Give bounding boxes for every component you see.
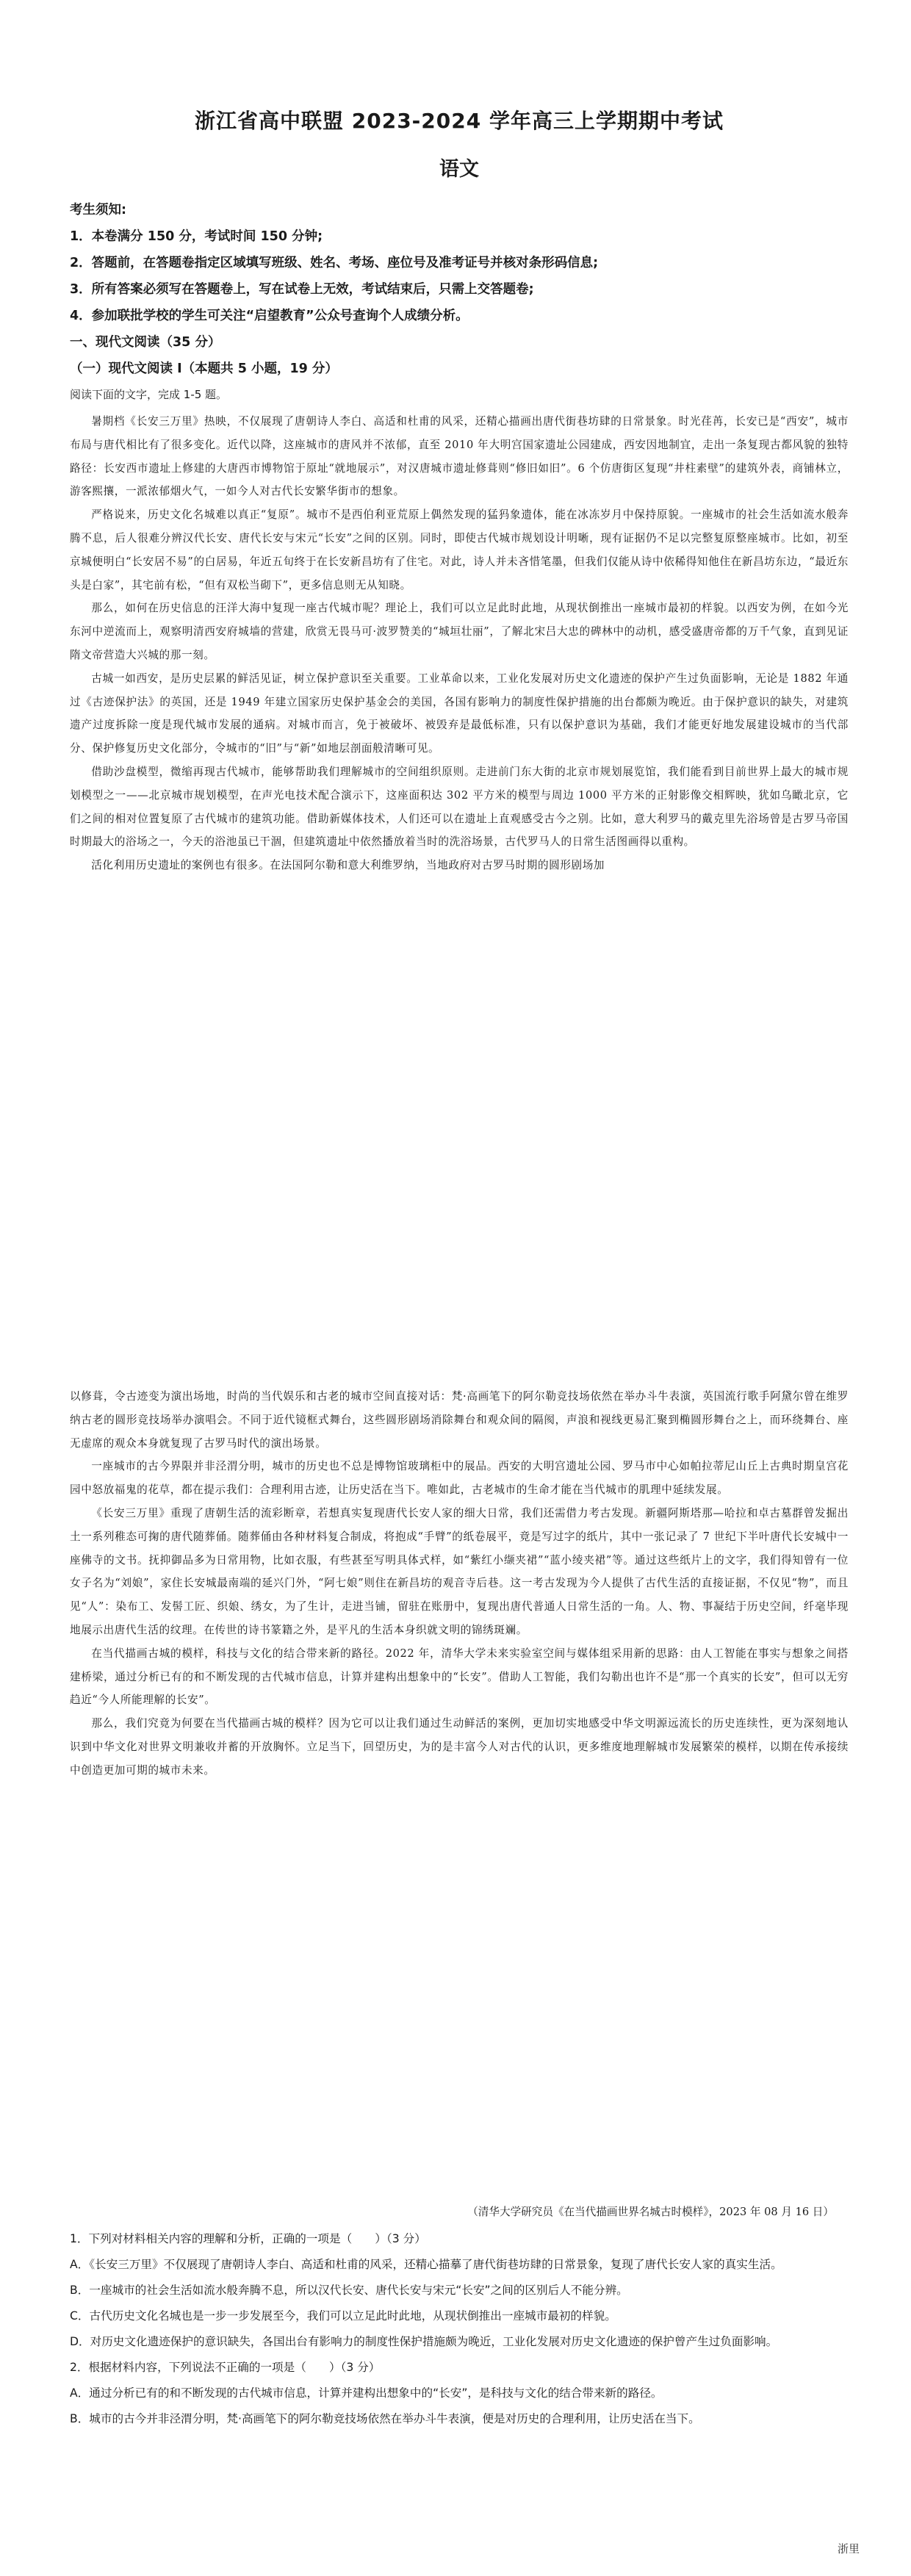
passage-paragraph: 活化利用历史遗址的案例也有很多。在法国阿尔勒和意大利维罗纳，当地政府对古罗马时期的圆形剧场加 xyxy=(91,859,605,872)
notice-item: 3．所有答案必须写在答题卷上，写在试卷上无效，考试结束后，只需上交答题卷; xyxy=(70,282,534,297)
question-option: C．古代历史文化名城也是一步一步发展至今，我们可以立足此时此地，从现状倒推出一座城市最初的样貌。 xyxy=(70,2309,616,2323)
subsection-heading: （一）现代文阅读 I（本题共 5 小题，19 分） xyxy=(70,361,338,376)
passage-part-2 xyxy=(70,1385,849,1782)
passage-paragraph: 在当代描画古城的模样，科技与文化的结合带来新的路径。2022 年，清华大学未来实验室空间与媒体组采用新的思路：由人工智能在事实与想象之间搭建桥梁，通过分析已有的和不断发现的古代城市信息，计算并建构出想象中的“长安”。借助人工智能，我们勾勒出也许不是“那一个真实的长安”，但可以无穷趋近“今人所能理解的长安”。 xyxy=(70,1647,849,1707)
passage-paragraph: 严格说来，历史文化名城难以真正“复原”。城市不是西伯利亚荒原上偶然发现的猛犸象遗体，能在冰冻岁月中保持原貌。一座城市的社会生活如流水般奔腾不息，后人很难分辨汉代长安、唐代长安与宋元“长安”之间的区别。同时，即使古代城市规划设计明晰，现有证据仍不足以完整复原整座城市。比如，初至京城便明白“长安居不易”的白居易，年近五旬终于在长安新昌坊有了住宅。对此，诗人并未吝惜笔墨，但我们仅能从诗中依稀得知他住在新昌坊东边，“最近东头是白家”，其宅前有松，“但有双松当砌下”，更多信息则无从知晓。 xyxy=(70,508,849,591)
passage-paragraph: 那么，如何在历史信息的汪洋大海中复现一座古代城市呢？理论上，我们可以立足此时此地，从现状倒推出一座城市最初的样貌。以西安为例，在如今光东河中逆流而上，观察明清西安府城墙的营建，欣赏无畏马可·波罗赞美的“城垣壮丽”，了解北宋吕大忠的碑林中的动机，感受盛唐帝都的万千气象，直到见证隋文帝营造大兴城的那一刻。 xyxy=(70,602,849,661)
question-option: B．一座城市的社会生活如流水般奔腾不息，所以汉代长安、唐代长安与宋元“长安”之间的区别后人不能分辨。 xyxy=(70,2284,628,2297)
question-stem: 1．下列对材料相关内容的理解和分析，正确的一项是（ ）（3 分） xyxy=(70,2232,426,2245)
page-footer-watermark: 浙里 xyxy=(837,2542,860,2555)
exam-subject: 语文 xyxy=(439,158,479,181)
notice-item: 4．参加联批学校的学生可关注“启望教育”公众号查询个人成绩分析。 xyxy=(70,309,469,323)
question-option: A．通过分析已有的和不断发现的古代城市信息，计算并建构出想象中的“长安”，是科技与文化的结合带来新的路径。 xyxy=(70,2386,663,2400)
question-stem: 2．根据材料内容，下列说法不正确的一项是（ ）（3 分） xyxy=(70,2361,381,2374)
question-option: D．对历史文化遗迹保护的意识缺失，各国出台有影响力的制度性保护措施颇为晚近，工业化发展对历史文化遗迹的保护曾产生过负面影响。 xyxy=(70,2335,778,2348)
notice-item: 2．答题前，在答题卷指定区域填写班级、姓名、考场、座位号及准考证号并核对条形码信息; xyxy=(70,256,599,270)
notice-heading: 考生须知: xyxy=(70,203,126,217)
passage-part-1 xyxy=(70,410,849,877)
passage-paragraph: 古城一如西安，是历史层累的鲜活见证，树立保护意识至关重要。工业革命以来，工业化发展对历史文化遗迹的保护产生过负面影响，无论是 1882 年通过《古迹保护法》的英国，还是 1949 年建立国家历史保护基金会的美国，各国有影响力的制度性保护措施的出台都颇为晚近。由于保护意识的缺失，对建筑遗产过度拆除一度是现代城市发展的通病。对城市而言，免于被破坏、被毁弃是最低标准，只有以保护意识为基础，我们才能更好地发展建设城市的当代部分、保护修复历史文化部分，令城市的“旧”与“新”如地层剖面般清晰可见。 xyxy=(70,672,849,755)
passage-paragraph: 以修葺，令古迹变为演出场地，时尚的当代娱乐和古老的城市空间直接对话：梵·高画笔下的阿尔勒竞技场依然在举办斗牛表演，英国流行歌手阿黛尔曾在维罗纳古老的圆形竞技场举办演唱会。不同于近代镜框式舞台，这些圆形剧场消除舞台和观众间的隔阂，声浪和视线更易汇聚到椭圆形舞台之上，而环绕舞台、座无虚席的观众本身就复现了古罗马时代的演出场景。 xyxy=(70,1390,849,1450)
passage-paragraph: 暑期档《长安三万里》热映，不仅展现了唐朝诗人李白、高适和杜甫的风采，还精心描画出唐代街巷坊肆的日常景象。时光荏苒，长安已是“西安”，城市布局与唐代相比有了很多变化。近代以降，这座城市的唐风并不浓郁，直至 2010 年大明宫国家遗址公园建成，西安因地制宜，走出一条复现古都风貌的独特路径：长安西市遗址上修建的大唐西市博物馆于原址“就地展示”，对汉唐城市遗址修葺则“修旧如旧”。6 个仿唐街区复现“井柱素壁”的建筑外表，商铺林立，游客熙攘，一派浓郁烟火气，一如今人对古代长安繁华街市的想象。 xyxy=(70,415,849,498)
reading-instruction: 阅读下面的文字，完成 1-5 题。 xyxy=(70,388,228,401)
passage-paragraph: 一座城市的古今界限并非泾渭分明，城市的历史也不总是博物馆玻璃柜中的展品。西安的大明宫遗址公园、罗马市中心如帕拉蒂尼山丘上古典时期皇宫花园中怒放福鬼的花草，都在提示我们：合理利用古迹，让历史活在当下。唯如此，古老城市的生命才能在当代城市的肌理中延续发展。 xyxy=(70,1460,849,1497)
question-option: B．城市的古今并非泾渭分明，梵·高画笔下的阿尔勒竞技场依然在举办斗牛表演，便是对历史的合理利用，让历史活在当下。 xyxy=(70,2412,700,2425)
exam-title: 浙江省高中联盟 2023-2024 学年高三上学期期中考试 xyxy=(195,109,724,133)
notice-item: 1．本卷满分 150 分，考试时间 150 分钟; xyxy=(70,229,323,244)
passage-paragraph: 借助沙盘模型，微缩再现古代城市，能够帮助我们理解城市的空间组织原则。走进前门东大街的北京市规划展览馆，我们能看到目前世界上最大的城市规划模型之一——北京城市规划模型，在声光电技术配合演示下，这座面积达 302 平方米的模型与周边 1000 平方米的正射影像交相辉映，犹如乌瞰北京，它们之间的相对位置复原了古代城市的建筑功能。借助新媒体技术，人们还可以在遗址上直观感受古今之别。比如，意大利罗马的戴克里先浴场曾是古罗马帝国时期最大的浴场之一，今天的浴池虽已干涸，但建筑遗址中依然播放着当时的洗浴场景，古代罗马人的日常生活图画得以重构。 xyxy=(70,765,849,849)
passage-paragraph: 那么，我们究竟为何要在当代描画古城的模样？因为它可以让我们通过生动鲜活的案例，更加切实地感受中华文明源远流长的历史连续性，更为深刻地认识到中华文化对世界文明兼收并蓄的开放胸怀。立足当下，回望历史，为的是丰富今人对古代的认识，更多维度地理解城市发展繁荣的模样，以期在传承接续中创造更加可期的城市未来。 xyxy=(70,1717,849,1777)
candidate-notice xyxy=(70,197,849,382)
question-option: A．《长安三万里》不仅展现了唐朝诗人李白、高适和杜甫的风采，还精心描摹了唐代街巷坊肆的日常景象，复现了唐代长安人家的真实生活。 xyxy=(70,2258,782,2271)
question-list xyxy=(70,2226,849,2432)
passage-paragraph: 《长安三万里》重现了唐朝生活的流彩断章，若想真实复现唐代长安人家的细大日常，我们还需借力考古发现。新疆阿斯塔那—哈拉和卓古墓群曾发掘出土一系列稚态可掬的唐代随葬俑。随葬俑由各种材料复合制成，将抱成“手臂”的纸卷展平，竟是写过字的纸片，其中一张记录了 7 世纪下半叶唐代长安城中一座佛寺的文书。抚抑御品多为日常用物，比如衣服，有些甚至写明具体式样，如“紫红小缬夹裙”“蓝小绫夹裙”等。通过这些纸片上的文字，我们得知曾有一位女子名为“刘娘”，家住长安城最南端的延兴门外，“阿七娘”则住在新昌坊的观音寺后巷。这一考古发现为今人提供了古代生活的直接证据，不仅见“物”，而且见“人”：染布工、发髻工匠、织娘、绣女，为了生计，走进当铺，留驻在账册中，复现出唐代普通人日常生活的一角。人、物、事凝结于历史空间，纤毫毕现地展示出唐代生活的纹理。在传世的诗书篆籍之外，是平凡的生活本身织就文明的锦绣斑斓。 xyxy=(70,1506,849,1636)
section-heading: 一、现代文阅读（35 分） xyxy=(70,335,221,350)
passage-citation: （清华大学研究员《在当代描画世界名城古时模样》，2023 年 08 月 16 日） xyxy=(467,2206,834,2218)
